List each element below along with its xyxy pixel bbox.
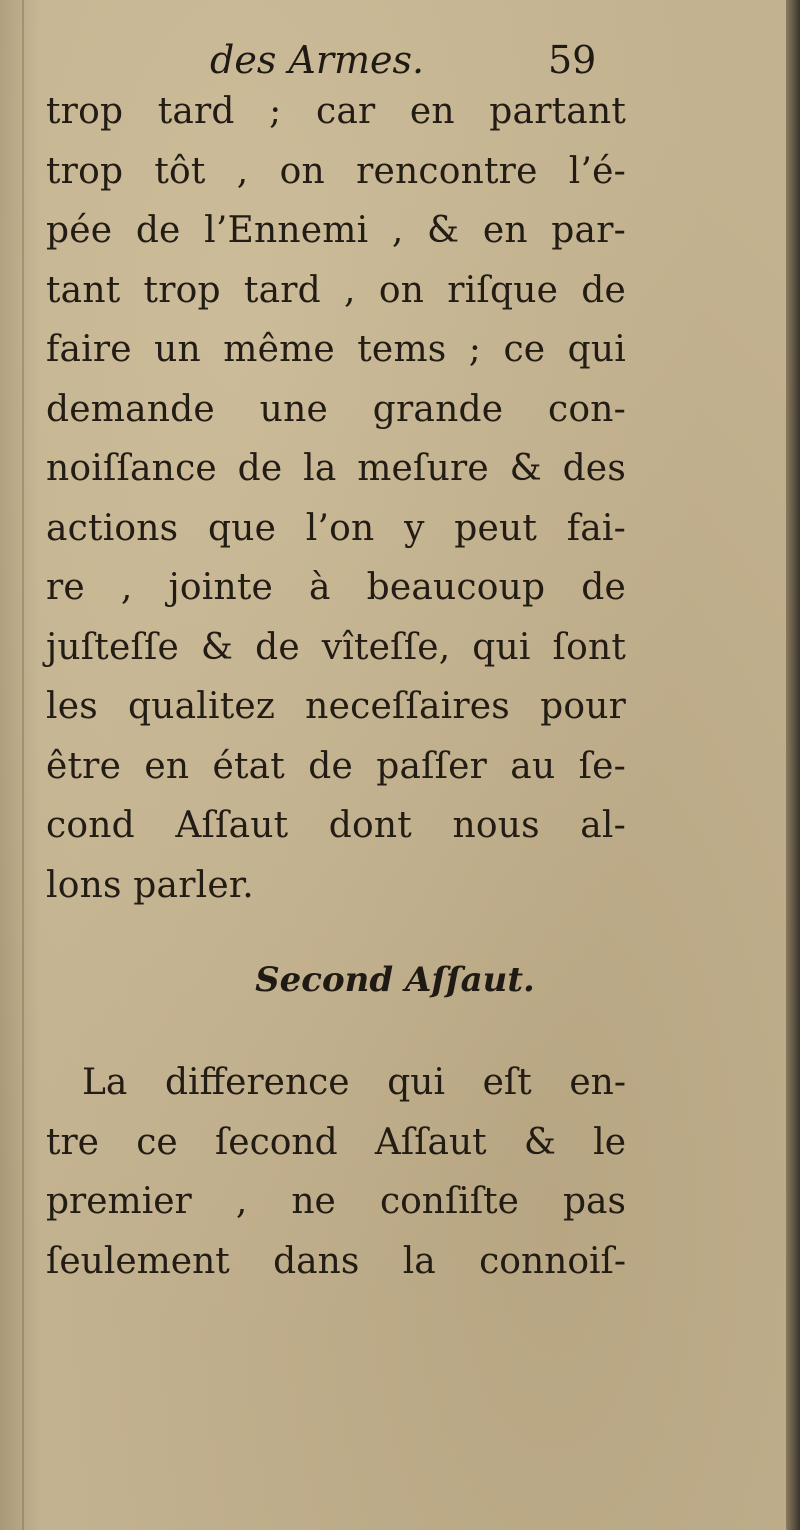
- text-line: lons parler.: [46, 864, 254, 906]
- paragraph-2: [46, 1053, 626, 1291]
- text-line: demande une grande con-: [46, 388, 626, 430]
- text-line: ſeulement dans la connoiſ-: [46, 1240, 626, 1282]
- text-line: pée de l’Ennemi , & en par-: [46, 210, 626, 251]
- text-line: cond Aſſaut dont nous al-: [46, 805, 626, 846]
- text-line: re , jointe à beaucoup de: [46, 567, 626, 608]
- paragraph-1: [46, 82, 626, 915]
- text-line: actions que l’on y peut fai-: [46, 507, 626, 549]
- text-line: La difference qui eſt en-: [82, 1062, 626, 1103]
- text-line: tant trop tard , on riſque de: [46, 269, 626, 311]
- section-heading: Second Aſſaut.: [255, 960, 535, 1000]
- text-line: premier , ne conſiſte pas: [46, 1181, 626, 1222]
- text-line: tre ce ſecond Aſſaut & le: [46, 1121, 626, 1163]
- page-number: 59: [548, 38, 597, 82]
- page-gutter: [22, 0, 24, 1530]
- text-line: noiſſance de la meſure & des: [46, 448, 626, 489]
- text-line: faire un même tems ; ce qui: [46, 329, 626, 370]
- text-line: trop tôt , on rencontre l’é-: [46, 150, 626, 192]
- text-line: juſteſſe & de vîteſſe, qui ſont: [46, 626, 626, 668]
- page-edge-shadow: [786, 0, 800, 1530]
- text-line: les qualitez neceſſaires pour: [46, 686, 626, 727]
- running-head: des Armes.: [210, 38, 425, 82]
- text-line: trop tard ; car en partant: [46, 91, 626, 132]
- text-line: être en état de paſſer au ſe-: [46, 745, 626, 787]
